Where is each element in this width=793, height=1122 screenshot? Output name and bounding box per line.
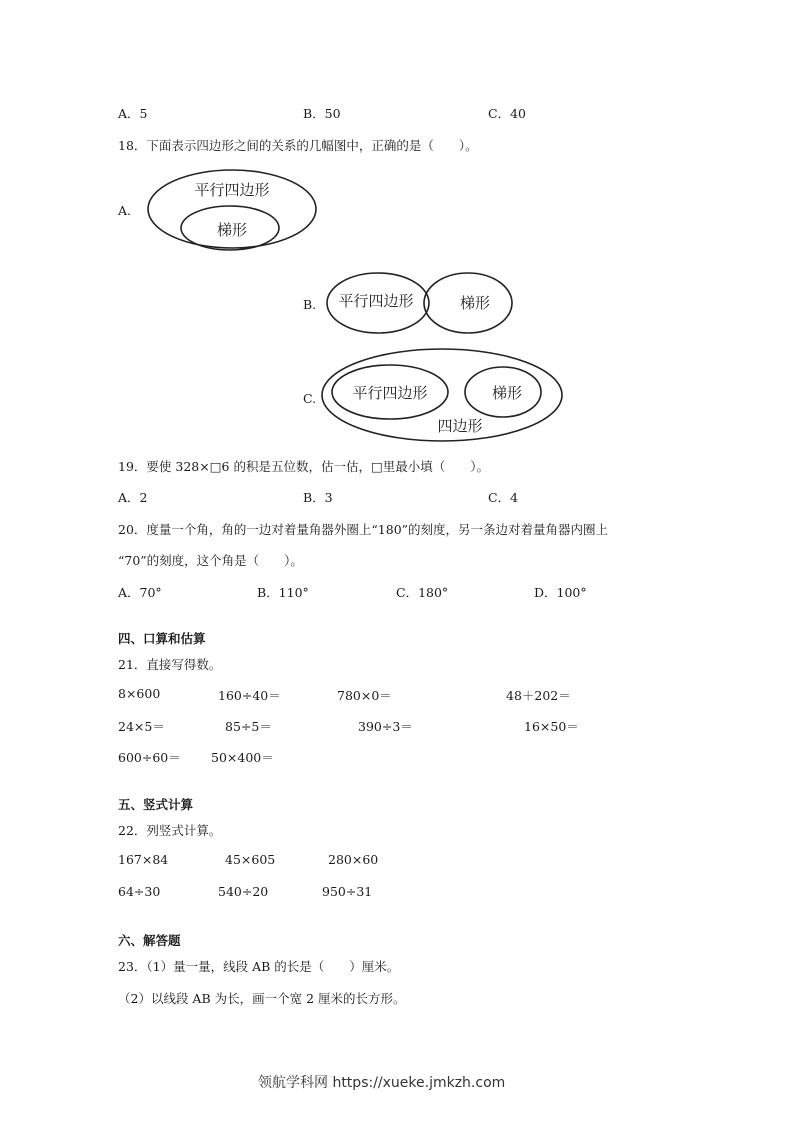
section6-title: 六、解答题 [118,933,181,948]
q22-item: 540÷20 [218,884,269,899]
q17-option-c: C．40 [488,106,526,121]
label-trapezoid: 梯形 [216,221,248,239]
q19-option-c: C．4 [488,490,519,505]
footer-watermark: 领航学科网 https://xueke.jmkzh.com [258,1075,506,1091]
q21-stem: 21．直接写得数。 [118,657,222,672]
q20-option-c: C．180° [396,585,449,600]
q22-item: 64÷30 [118,884,161,899]
q21-item: 8×600 [118,686,161,701]
q22-item: 950÷31 [322,884,373,899]
q21-item: 50×400＝ [211,750,274,765]
q20-stem-line2: “70”的刻度，这个角是（ ）。 [118,553,303,568]
q20-option-a: A．70° [118,585,162,600]
q19-stem: 19．要使 328×□6 的积是五位数，估一估，□里最小填（ ）。 [118,459,490,474]
q18-option-a-label: A. [118,203,132,218]
section4-title: 四、口算和估算 [118,631,206,646]
label-quadrilateral: 四边形 [437,417,483,435]
diagram-b [320,270,520,340]
diagram-a [140,165,325,260]
q21-item: 16×50＝ [524,719,579,734]
q21-item: 48＋202＝ [506,688,571,703]
q21-item: 85÷5＝ [225,719,272,734]
q18-stem: 18．下面表示四边形之间的关系的几幅图中，正确的是（ ）。 [118,138,478,153]
section5-title: 五、竖式计算 [118,797,194,812]
q20-stem-line1: 20．度量一个角，角的一边对着量角器外圈上“180”的刻度，另一条边对着量角器内圈上 [118,522,609,537]
label-parallelogram: 平行四边形 [194,181,270,199]
q18-option-b-label: B. [303,297,317,312]
q21-item: 600÷60＝ [118,750,181,765]
q21-item: 390÷3＝ [358,719,413,734]
q18-option-c-label: C. [303,391,317,406]
label-parallelogram: 平行四边形 [338,292,414,310]
q17-option-b: B．50 [303,106,341,121]
q21-item: 780×0＝ [337,688,392,703]
q23-part1: 23．（1）量一量，线段 AB 的长是（ ）厘米。 [118,959,400,974]
q19-option-a: A．2 [118,490,148,505]
label-trapezoid: 梯形 [459,294,491,312]
q20-option-b: B．110° [257,585,309,600]
q22-item: 280×60 [328,852,379,867]
label-trapezoid: 梯形 [491,384,523,402]
q22-item: 45×605 [225,852,276,867]
q19-option-b: B．3 [303,490,333,505]
q22-item: 167×84 [118,852,169,867]
q17-option-a: A．5 [118,106,148,121]
q21-item: 160÷40＝ [218,688,281,703]
diagram-c [320,345,570,445]
q21-item: 24×5＝ [118,719,165,734]
q22-stem: 22．列竖式计算。 [118,823,222,838]
q20-option-d: D．100° [534,585,587,600]
q23-part2: （2）以线段 AB 为长，画一个宽 2 厘米的长方形。 [118,991,406,1006]
label-parallelogram: 平行四边形 [352,384,428,402]
